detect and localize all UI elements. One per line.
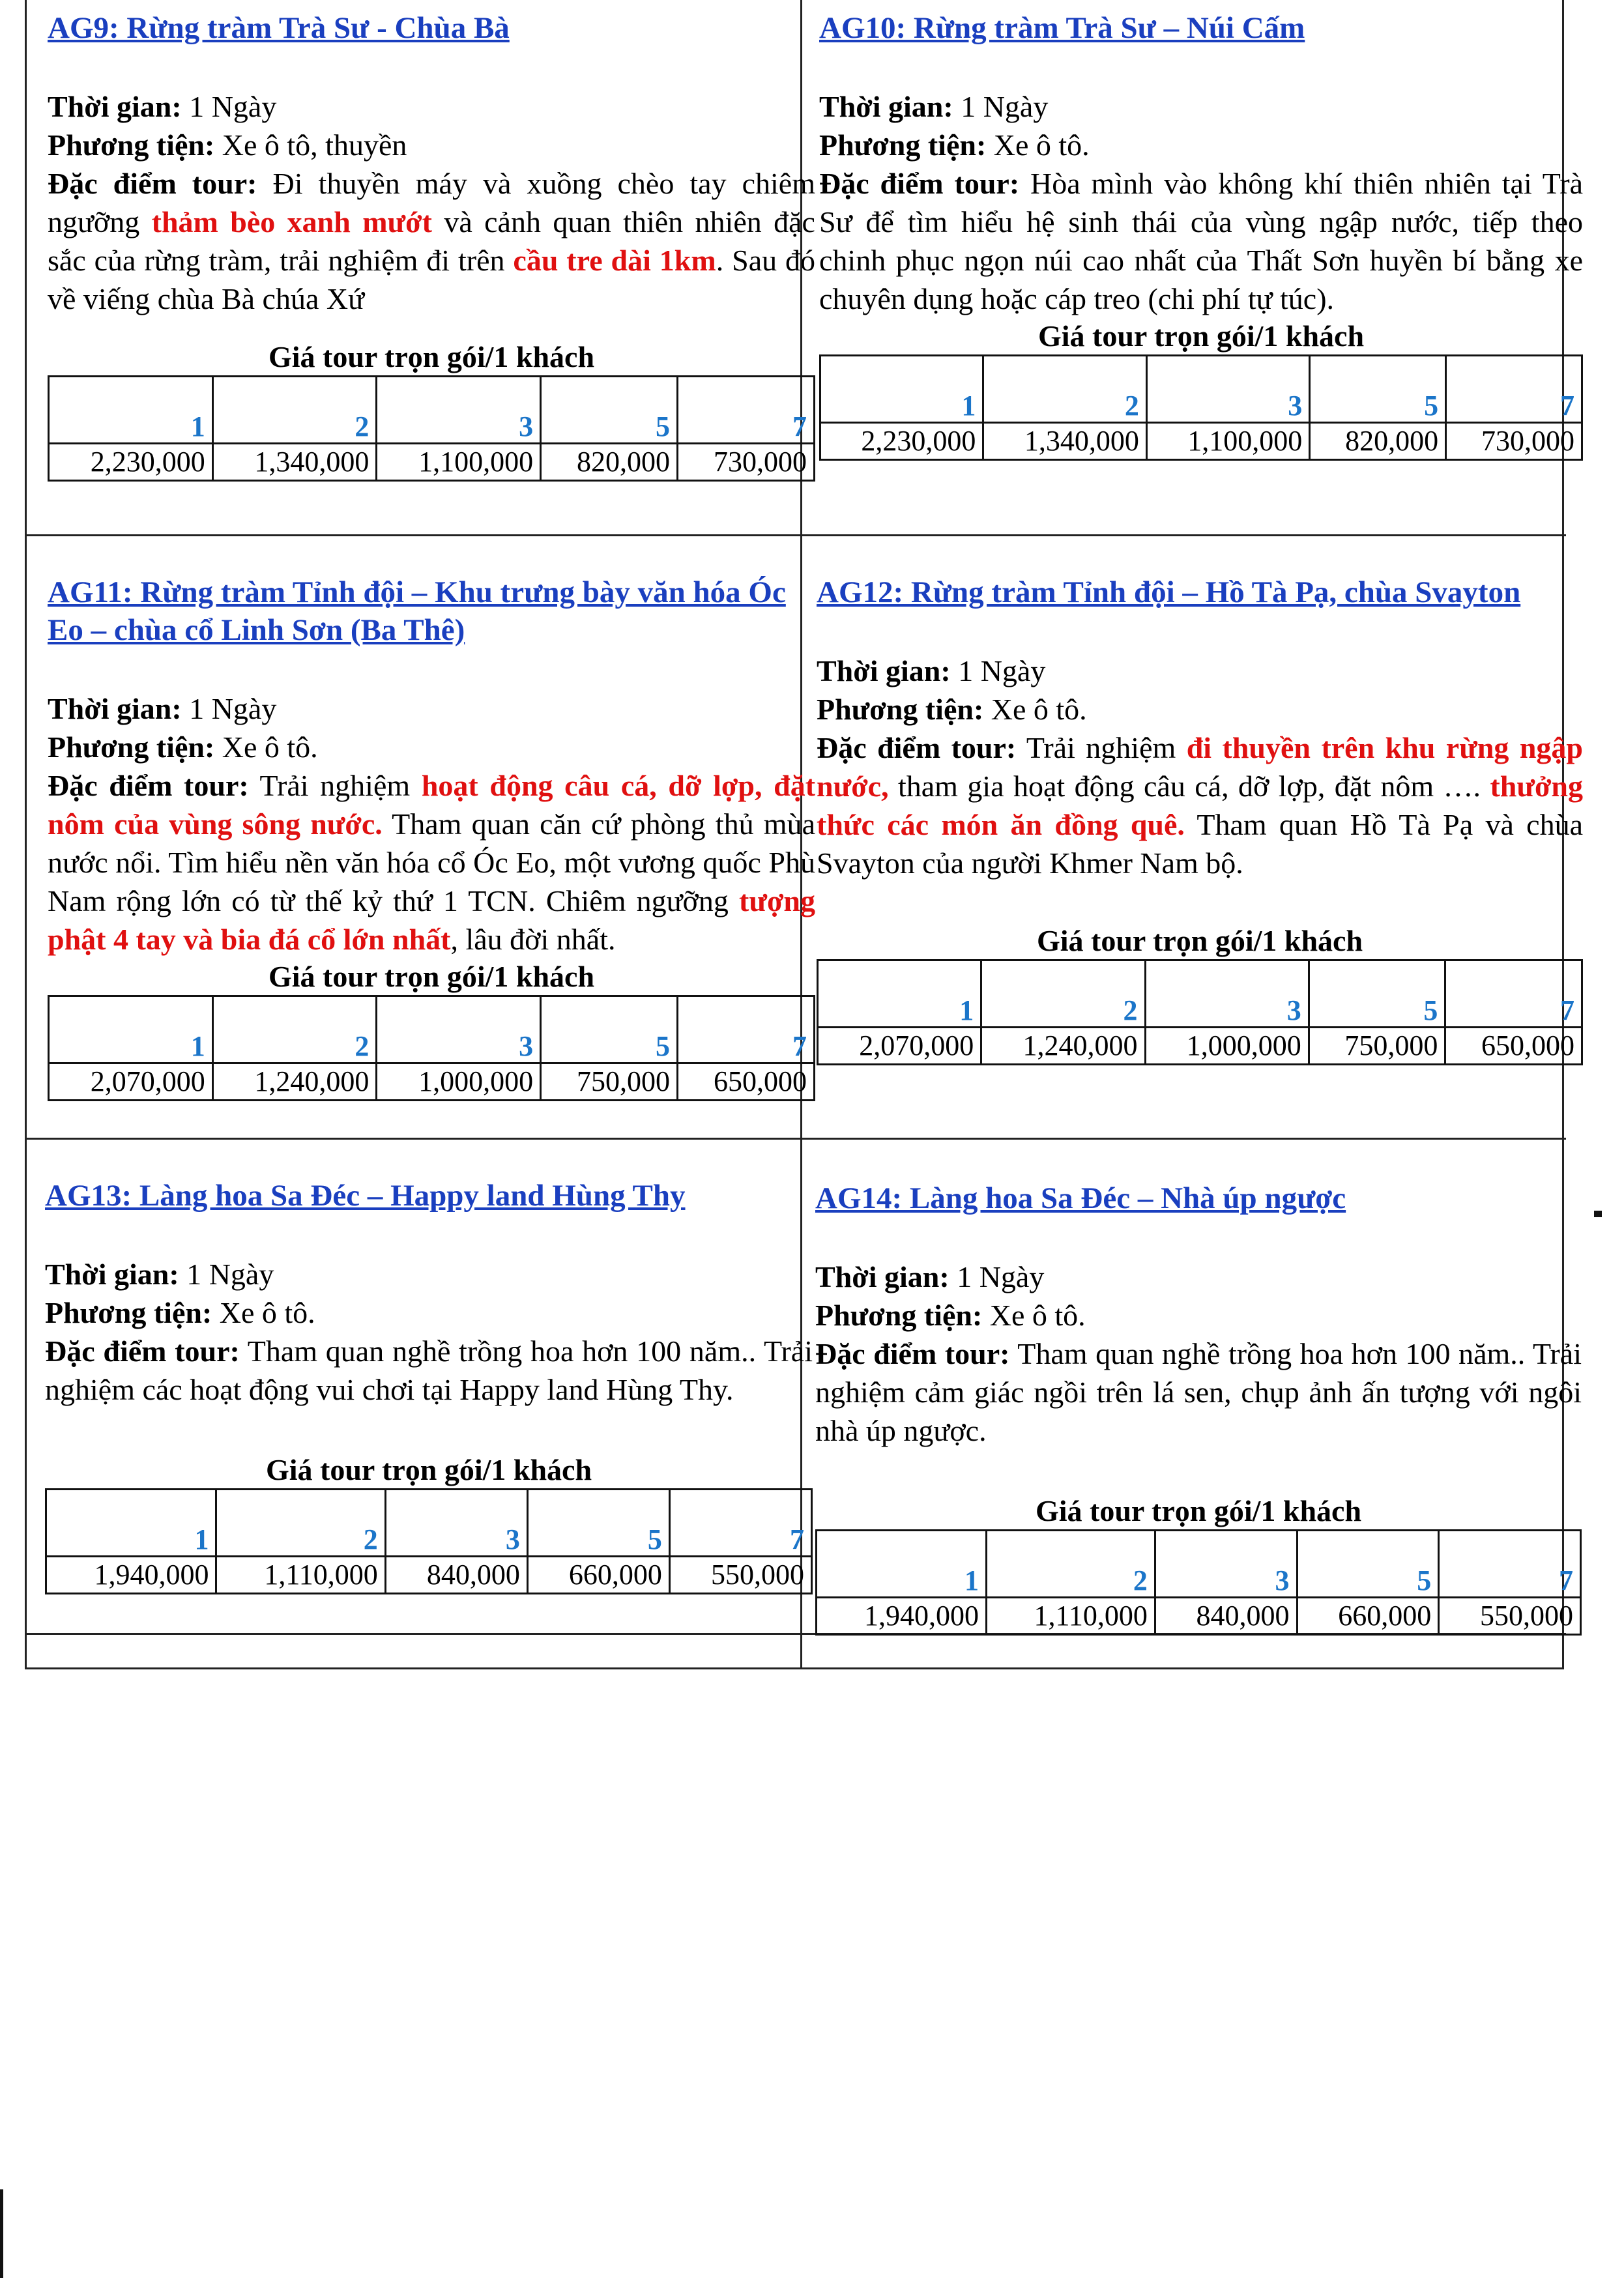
tour-title[interactable]: AG9: Rừng tràm Trà Sư - Chùa Bà [48,11,510,45]
price-cell: 1,100,000 [377,444,541,481]
group-size-cell: 3 [385,1490,527,1557]
time-value: 1 Ngày [961,90,1049,123]
feature-label: Đặc điểm tour: [48,167,257,200]
group-size-cell: 3 [377,996,541,1063]
price-cell: 840,000 [385,1557,527,1594]
row-divider [27,534,1566,536]
price-table [815,1529,1582,1636]
price-cell: 820,000 [541,444,678,481]
price-row [817,1598,1581,1635]
group-size-row [818,960,1582,1028]
tour-title[interactable]: AG13: Làng hoa Sa Đéc – Happy land Hùng Thy [45,1179,686,1213]
price-cell: 750,000 [541,1063,678,1101]
group-size-row [49,377,815,444]
group-size-cell: 7 [678,996,815,1063]
tour-sheet [25,0,1584,1669]
price-cell: 650,000 [1445,1028,1582,1065]
feature-segment: Tham quan Hồ Tà Pạ và chùa Svayton của người Khmer Nam bộ. [817,808,1583,880]
group-size-cell: 2 [983,356,1146,423]
tour-title[interactable]: AG12: Rừng tràm Tỉnh đội – Hồ Tà Pạ, chùa Svayton [817,575,1521,609]
price-cell: 1,110,000 [986,1598,1155,1635]
group-size-cell: 2 [212,377,377,444]
tour-card-ag10 [819,9,1583,461]
price-cell: 1,340,000 [983,423,1146,460]
group-size-cell: 3 [1146,356,1309,423]
group-size-cell: 2 [216,1490,385,1557]
price-cell: 1,240,000 [212,1063,377,1101]
price-cell: 820,000 [1310,423,1446,460]
price-cell: 2,230,000 [49,444,213,481]
time-label: Thời gian: [819,90,953,123]
group-size-cell: 7 [669,1490,811,1557]
group-size-cell: 1 [817,1531,987,1598]
feature-text [45,1332,813,1409]
feature-text [48,164,815,318]
group-size-row [49,996,815,1063]
feature-text [817,728,1583,882]
group-size-cell: 3 [377,377,541,444]
group-size-cell: 1 [46,1490,216,1557]
tour-card-ag9 [48,9,815,482]
feature-segment: , lâu đời nhất. [450,923,616,956]
vehicle-value: Xe ô tô. [991,693,1087,726]
price-cell: 550,000 [669,1557,811,1594]
group-size-cell: 7 [1445,960,1582,1028]
vehicle-label: Phương tiện: [48,730,215,764]
feature-label: Đặc điểm tour: [819,167,1020,200]
price-cell: 1,000,000 [377,1063,541,1101]
feature-label: Đặc điểm tour: [45,1334,240,1368]
price-caption: Giá tour trọn gói/1 khách [1037,319,1365,353]
price-caption: Giá tour trọn gói/1 khách [268,960,595,993]
feature-highlight: thảm bèo xanh mướt [151,205,432,238]
price-row [49,1063,815,1101]
group-size-cell: 1 [818,960,981,1028]
time-value: 1 Ngày [958,654,1046,687]
price-table [817,959,1583,1065]
price-cell: 1,000,000 [1145,1028,1309,1065]
time-label: Thời gian: [48,692,182,725]
vehicle-label: Phương tiện: [817,693,984,726]
price-cell: 660,000 [527,1557,669,1594]
group-size-cell: 5 [1310,356,1446,423]
time-label: Thời gian: [815,1260,950,1293]
price-cell: 1,240,000 [981,1028,1145,1065]
vehicle-value: Xe ô tô. [993,128,1090,162]
feature-segment: và cảnh quan thiên nhiên đặc sắc của rừng tràm, trải nghiệm đi trên [48,205,815,277]
tour-card-ag12 [817,573,1583,1065]
price-caption: Giá tour trọn gói/1 khách [1036,924,1363,957]
feature-segment: Trải nghiệm [1026,731,1187,764]
group-size-row [817,1531,1581,1598]
feature-label: Đặc điểm tour: [817,731,1017,764]
group-size-cell: 5 [541,996,678,1063]
price-cell: 660,000 [1297,1598,1439,1635]
time-value: 1 Ngày [957,1260,1045,1293]
time-value: 1 Ngày [189,90,277,123]
price-cell: 1,110,000 [216,1557,385,1594]
group-size-cell: 5 [541,377,678,444]
price-cell: 1,940,000 [817,1598,987,1635]
feature-segment: Tham quan căn cứ phòng thủ mùa nước nổi. Tìm hiểu nền văn hóa cổ Óc Eo, một vương quốc Phù Nam rộng lớn có từ thế kỷ thứ 1 TCN. Chiêm ngưỡng [48,807,815,917]
feature-segment: Tham quan nghề trồng hoa hơn 100 năm.. Trải nghiệm các hoạt động vui chơi tại Happy land Hùng Thy. [45,1334,813,1406]
feature-highlight: cầu tre dài 1km [513,244,716,277]
feature-highlight: hoạt động câu cá, dỡ lợp, đặt nôm của vùng sông nước. [48,769,816,841]
feature-highlight: tượng phật 4 tay và bia đá cổ lớn nhất [48,884,815,956]
price-caption: Giá tour trọn gói/1 khách [268,340,595,373]
group-size-cell: 1 [49,377,213,444]
price-cell: 2,070,000 [818,1028,981,1065]
price-table [45,1488,813,1594]
group-size-cell: 7 [1439,1531,1581,1598]
group-size-cell: 2 [212,996,377,1063]
feature-highlight: thưởng thức các món ăn đồng quê. [817,770,1583,841]
group-size-cell: 5 [1309,960,1445,1028]
feature-text [48,766,815,959]
price-cell: 1,100,000 [1146,423,1309,460]
vehicle-label: Phương tiện: [815,1299,983,1332]
time-value: 1 Ngày [186,1258,274,1291]
price-row [818,1028,1582,1065]
price-cell: 550,000 [1439,1598,1581,1635]
group-size-cell: 1 [820,356,983,423]
vehicle-value: Xe ô tô. [219,1296,315,1329]
price-row [49,444,815,481]
group-size-cell: 7 [1446,356,1582,423]
scan-speck [1594,1211,1602,1217]
feature-segment: Đi thuyền máy và xuồng chèo tay chiêm ngưỡng [48,167,815,238]
tour-card-ag13 [45,1177,813,1594]
group-size-cell: 2 [981,960,1145,1028]
group-size-cell: 2 [986,1531,1155,1598]
vehicle-label: Phương tiện: [48,128,215,162]
time-label: Thời gian: [817,654,951,687]
group-size-cell: 7 [678,377,815,444]
price-cell: 650,000 [678,1063,815,1101]
vehicle-label: Phương tiện: [45,1296,212,1329]
tour-card-ag11 [48,573,815,1101]
feature-text [815,1334,1582,1450]
price-table [819,354,1583,461]
group-size-row [46,1490,812,1557]
price-cell: 730,000 [678,444,815,481]
price-cell: 840,000 [1155,1598,1297,1635]
feature-highlight: đi thuyền trên khu rừng ngập nước, [817,731,1584,803]
time-label: Thời gian: [45,1258,179,1291]
vehicle-value: Xe ô tô. [222,730,318,764]
tour-title[interactable]: AG10: Rừng tràm Trà Sư – Núi Cấm [819,11,1305,45]
price-cell: 1,340,000 [212,444,377,481]
price-caption: Giá tour trọn gói/1 khách [1035,1494,1362,1527]
price-cell: 2,070,000 [49,1063,213,1101]
price-cell: 730,000 [1446,423,1582,460]
group-size-cell: 1 [49,996,213,1063]
vehicle-value: Xe ô tô. [989,1299,1086,1332]
price-table [48,995,815,1101]
feature-segment: . Sau đó về viếng chùa Bà chúa Xứ [48,244,816,315]
group-size-cell: 3 [1155,1531,1297,1598]
price-row [46,1557,812,1594]
feature-label: Đặc điểm tour: [815,1337,1010,1370]
group-size-cell: 3 [1145,960,1309,1028]
feature-segment: Tham quan nghề trồng hoa hơn 100 năm.. Trải nghiệm cảm giác ngồi trên lá sen, chụp ảnh ấn tượng với ngôi nhà úp ngược. [815,1337,1582,1447]
feature-text [819,164,1583,318]
vehicle-value: Xe ô tô, thuyền [222,128,407,162]
price-cell: 2,230,000 [820,423,983,460]
price-caption: Giá tour trọn gói/1 khách [265,1453,592,1486]
price-cell: 750,000 [1309,1028,1445,1065]
group-size-cell: 5 [1297,1531,1439,1598]
group-size-cell: 5 [527,1490,669,1557]
row-divider [27,1138,1566,1140]
feature-segment: Hòa mình vào không khí thiên nhiên tại Trà Sư để tìm hiểu hệ sinh thái của vùng ngập nước, tiếp theo chinh phục ngọn núi cao nhất của Thất Sơn huyền bí bằng xe chuyên dụng hoặc cáp treo (chi phí tự túc). [819,167,1584,315]
price-table [48,375,815,482]
time-value: 1 Ngày [189,692,277,725]
tour-title[interactable]: AG14: Làng hoa Sa Đéc – Nhà úp ngược [815,1181,1346,1215]
vehicle-label: Phương tiện: [819,128,987,162]
tour-card-ag14 [815,1179,1582,1636]
group-size-row [820,356,1582,423]
scan-edge-mark [0,2189,3,2278]
feature-segment: tham gia hoạt động câu cá, dỡ lợp, đặt nôm …. [888,770,1490,803]
feature-label: Đặc điểm tour: [48,769,249,802]
price-cell: 1,940,000 [46,1557,216,1594]
tour-title[interactable]: AG11: Rừng tràm Tỉnh đội – Khu trưng bày văn hóa Óc Eo – chùa cổ Linh Sơn (Ba Thê) [48,575,786,647]
price-row [820,423,1582,460]
feature-segment: Trải nghiệm [259,769,422,802]
time-label: Thời gian: [48,90,182,123]
